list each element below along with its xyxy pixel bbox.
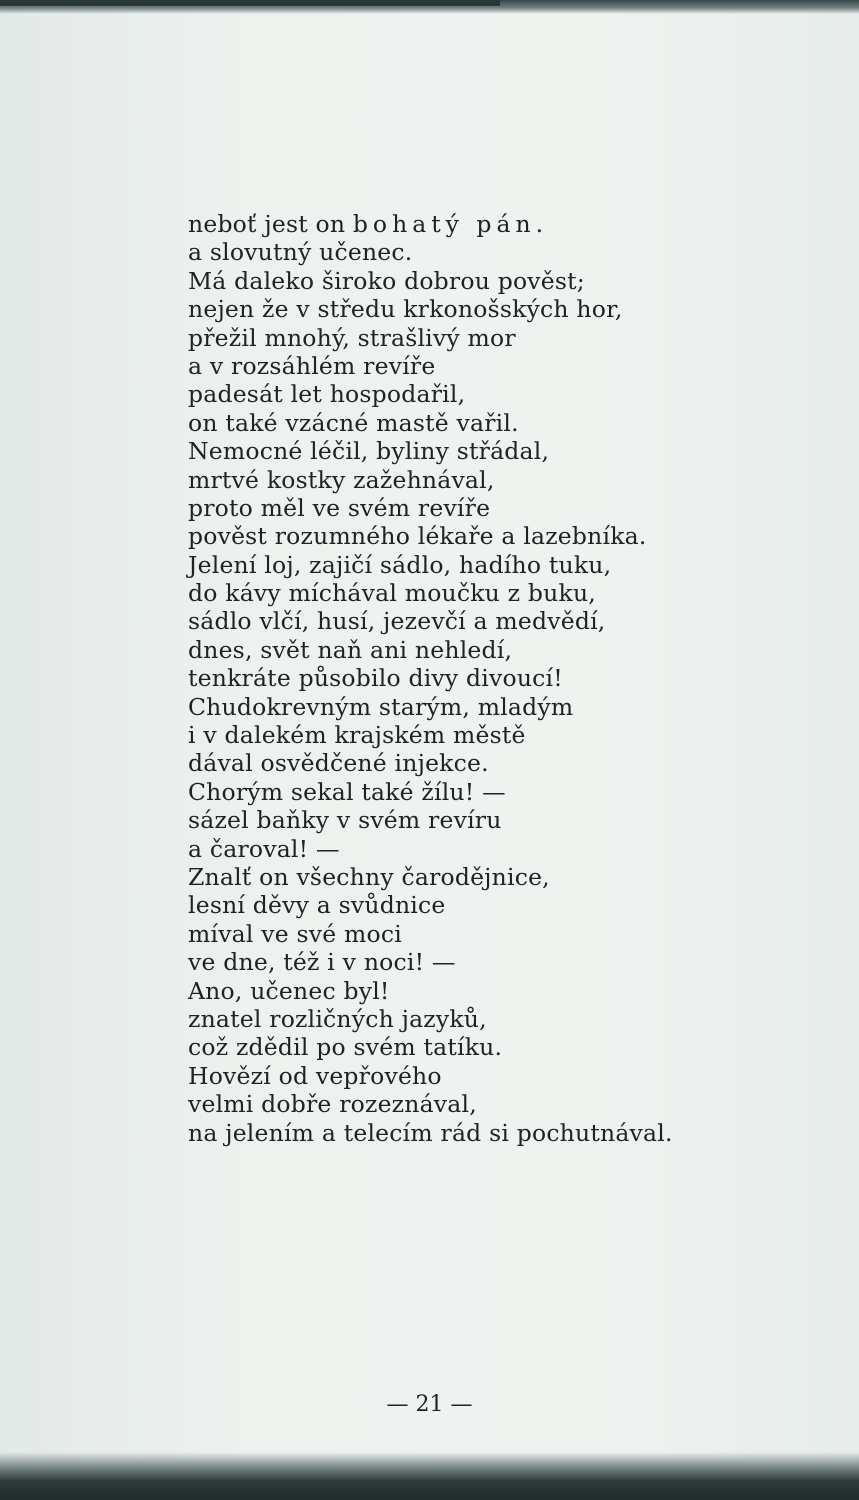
poem-line: míval ve své moci	[188, 919, 402, 948]
poem-line: a v rozsáhlém revíře	[188, 351, 436, 380]
poem-line: i v dalekém krajském městě	[188, 721, 526, 750]
poem-line: dnes, svět naň ani nehledí,	[188, 635, 513, 664]
poem-line: Nemocné léčil, byliny střádal,	[188, 437, 550, 466]
page-bottom-edge	[0, 1452, 859, 1500]
poem-line: Hovězí od vepřového	[188, 1061, 442, 1090]
poem-line: nejen že v středu krkonošských hor,	[188, 295, 623, 324]
poem-line	[188, 210, 838, 238]
poem-line: Znalť on všechny čarodějnice,	[188, 862, 550, 891]
cover-strip-top	[0, 0, 500, 6]
poem-line-part-emphasis: bohatý pán.	[352, 210, 549, 238]
poem-line: Chudokrevným starým, mladým	[188, 692, 574, 721]
poem-line: a čaroval! —	[188, 834, 340, 863]
page-number: — 21 —	[386, 1392, 473, 1417]
poem-line: přežil mnohý, strašlivý mor	[188, 323, 516, 352]
poem-line: sázel baňky v svém revíru	[188, 806, 502, 835]
poem-line: na jelením a telecím rád si pochutnával.	[188, 1118, 673, 1147]
poem-line-part: neboť jest on	[188, 210, 346, 238]
poem-line: sádlo vlčí, husí, jezevčí a medvědí,	[188, 607, 606, 636]
poem-line: a slovutný učenec.	[188, 238, 413, 267]
poem-line: Jelení loj, zajičí sádlo, hadího tuku,	[188, 550, 612, 579]
poem-line: do kávy míchával moučku z buku,	[188, 579, 596, 608]
poem-line: lesní děvy a svůdnice	[188, 891, 446, 920]
poem-line: on také vzácné mastě vařil.	[188, 408, 519, 437]
poem-line: znatel rozličných jazyků,	[188, 1004, 487, 1033]
poem-text	[188, 210, 838, 1147]
poem-line: padesát let hospodařil,	[188, 380, 466, 409]
poem-line: ve dne, též i v noci! —	[188, 948, 456, 977]
poem-line: Má daleko široko dobrou pověst;	[188, 266, 585, 295]
poem-line: mrtvé kostky zažehnával,	[188, 465, 495, 494]
poem-line: pověst rozumného lékaře a lazebníka.	[188, 522, 647, 551]
poem-line: což zdědil po svém tatíku.	[188, 1033, 503, 1062]
poem-line: proto měl ve svém revíře	[188, 493, 491, 522]
poem-line: velmi dobře rozeznával,	[188, 1090, 477, 1119]
poem-line: dával osvědčené injekce.	[188, 749, 489, 778]
poem-line: tenkráte působilo divy divoucí!	[188, 664, 563, 693]
poem-line: Chorým sekal také žílu! —	[188, 777, 506, 806]
poem-line: Ano, učenec byl!	[188, 976, 390, 1005]
